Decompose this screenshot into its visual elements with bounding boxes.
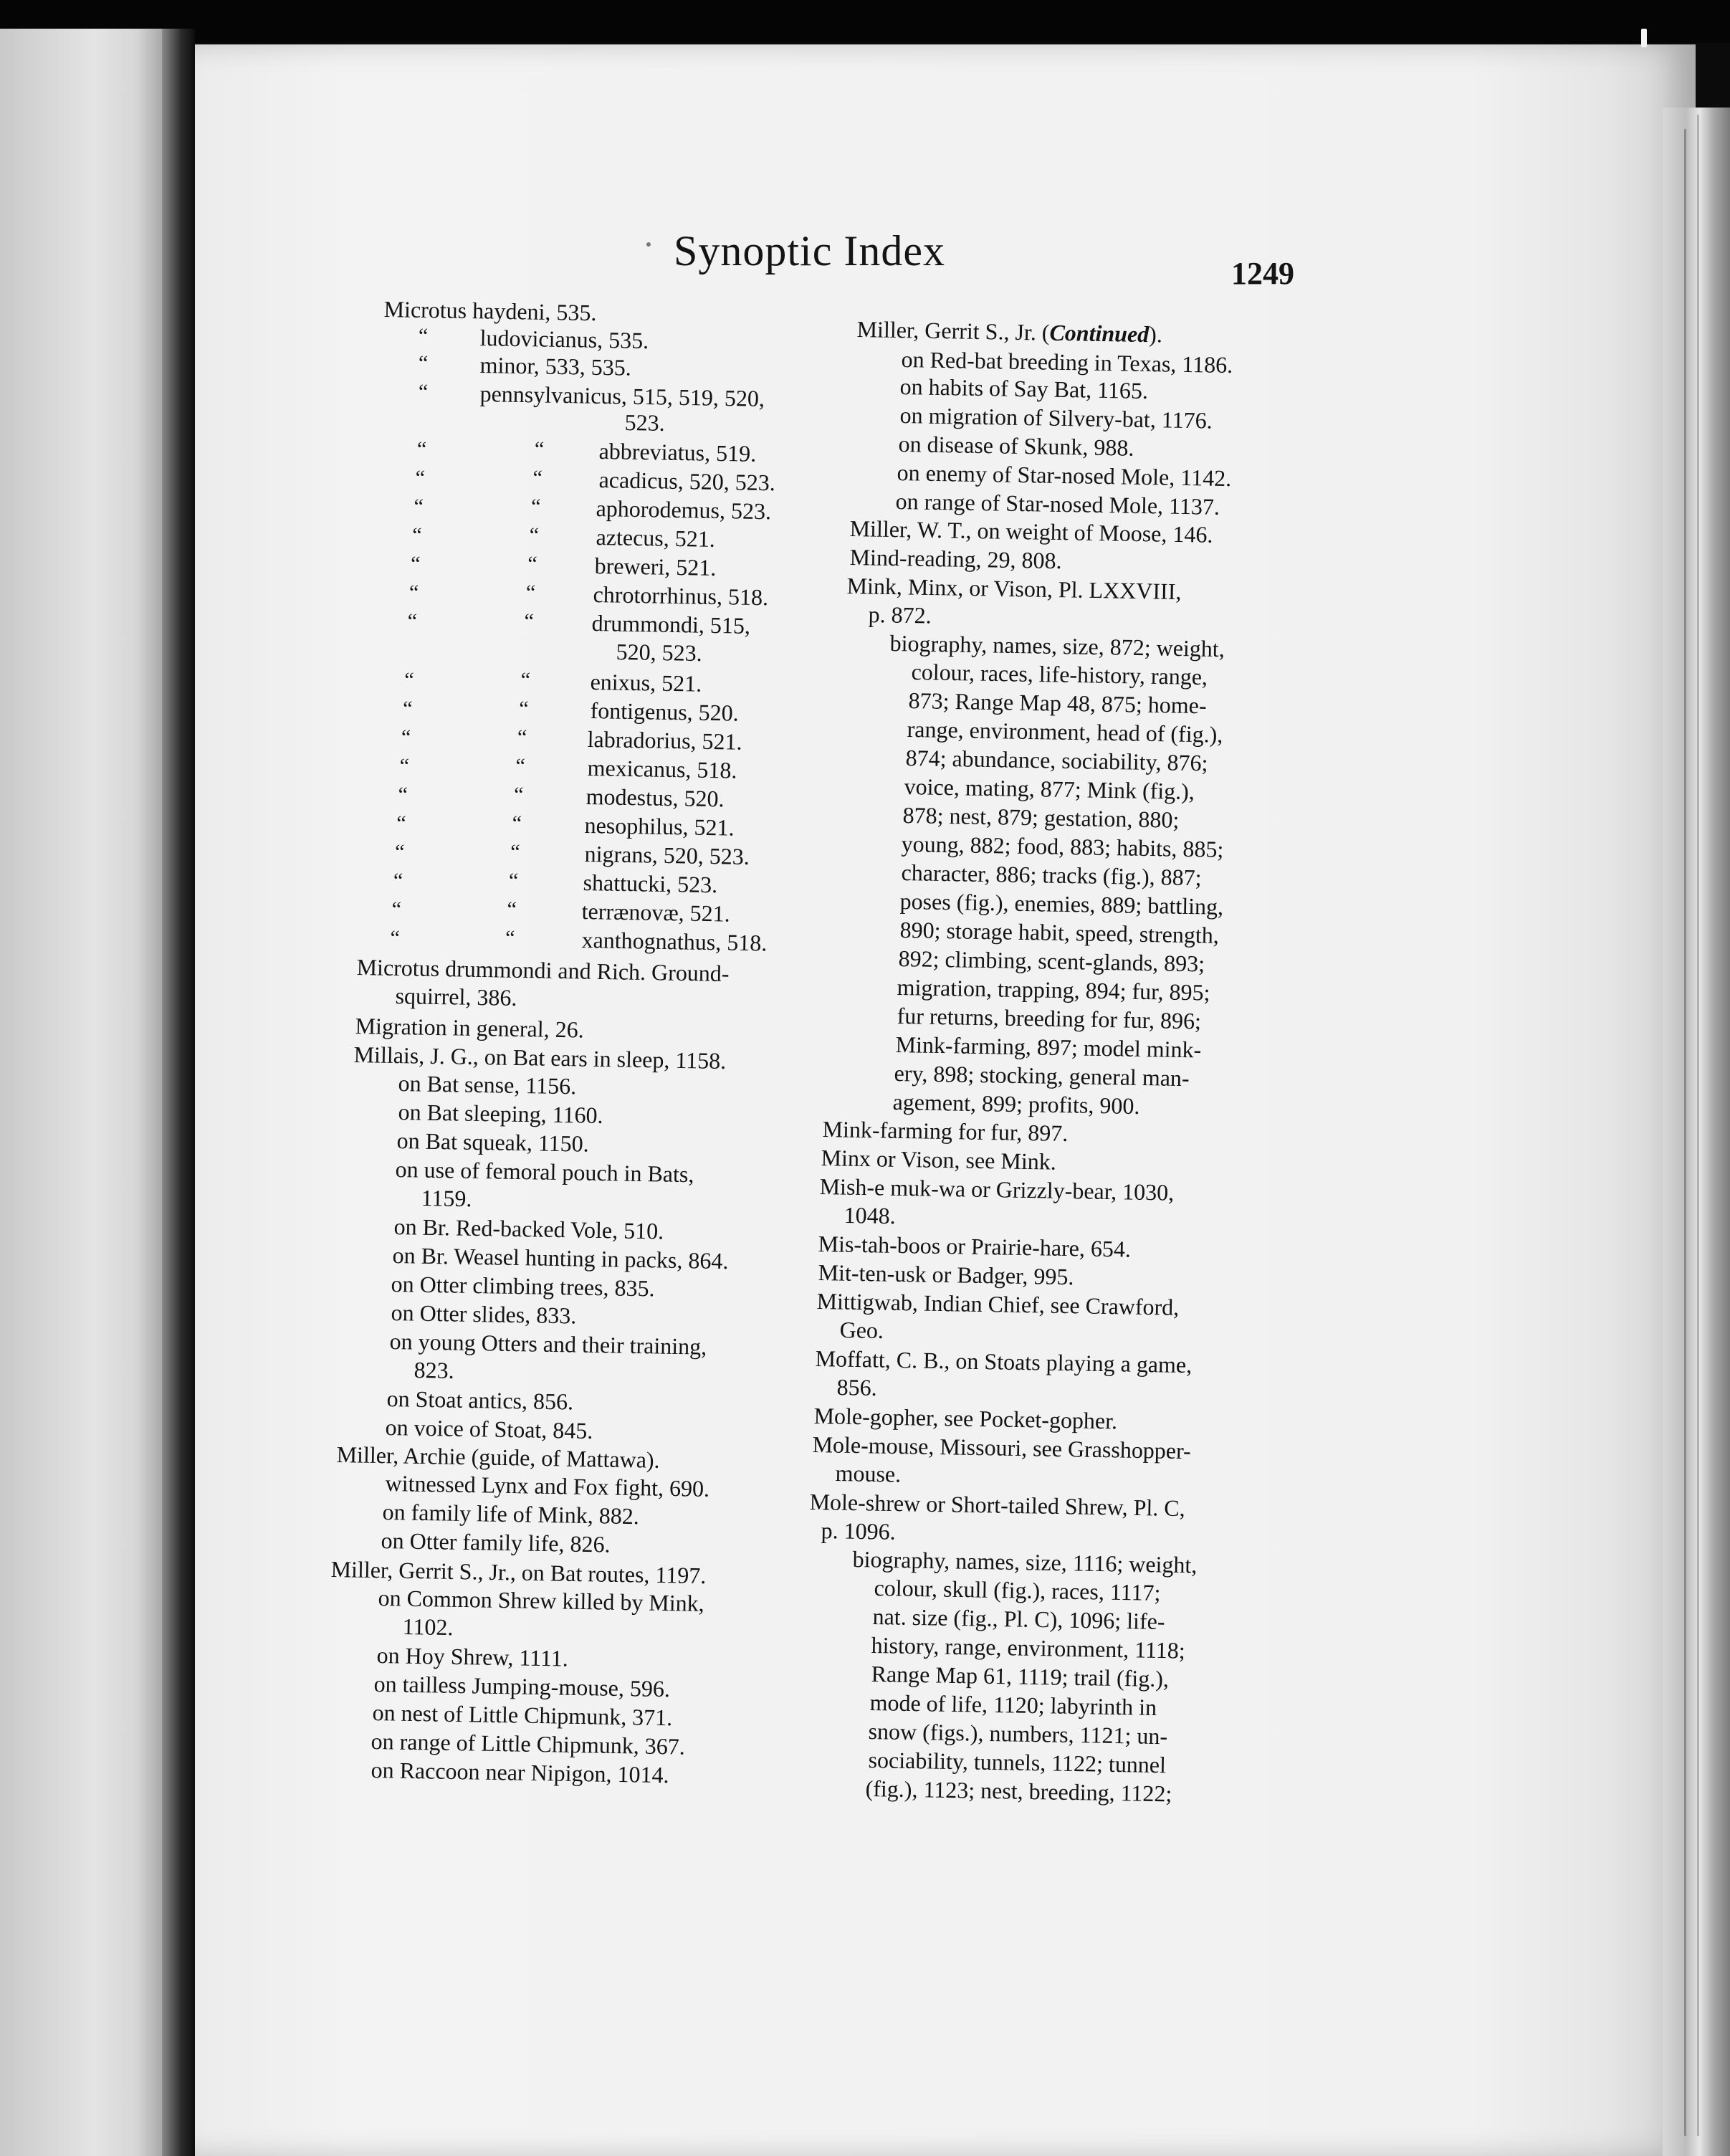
- ditto-mark: “: [505, 926, 515, 950]
- index-entry: Mittigwab, Indian Chief, see Crawford,: [816, 1287, 1180, 1320]
- index-entry: (fig.), 1123; nest, breeding, 1122;: [865, 1775, 1172, 1807]
- index-entry-text: Miller, Gerrit S., Jr. (: [856, 315, 1050, 345]
- index-entry: on migration of Silvery-bat, 1176.: [899, 401, 1213, 434]
- index-entry: mouse.: [835, 1459, 902, 1487]
- index-entry: 890; storage habit, speed, strength,: [899, 916, 1220, 948]
- ditto-mark: “: [412, 523, 422, 547]
- index-entry: biography, names, size, 872; weight,: [889, 629, 1225, 662]
- index-entry: 1102.: [402, 1613, 454, 1641]
- index-entry: colour, skull (fig.), races, 1117;: [874, 1574, 1161, 1606]
- index-entry: migration, trapping, 894; fur, 895;: [897, 973, 1210, 1006]
- index-entry: range, environment, head of (fig.),: [907, 715, 1223, 748]
- index-entry: on Stoat antics, 856.: [386, 1385, 574, 1415]
- index-entry: on use of femoral pouch in Bats,: [395, 1155, 694, 1188]
- index-entry: biography, names, size, 1116; weight,: [852, 1545, 1198, 1578]
- ditto-mark: “: [391, 897, 402, 921]
- index-entry: on range of Star-nosed Mole, 1137.: [895, 487, 1220, 520]
- index-entry: snow (figs.), numbers, 1121; un-: [868, 1717, 1168, 1750]
- index-entry: xanthognathus, 518.: [581, 926, 768, 956]
- index-entry-text: ).: [1148, 321, 1163, 348]
- index-entry: on Bat squeak, 1150.: [396, 1127, 590, 1157]
- ditto-mark: “: [414, 495, 424, 518]
- index-entry: terrænovæ, 521.: [581, 897, 731, 927]
- ditto-mark: “: [409, 581, 419, 604]
- index-entry: 1048.: [844, 1201, 896, 1229]
- scan-speck: [1641, 29, 1647, 47]
- ditto-mark: “: [398, 783, 408, 806]
- index-entry: chrotorrhinus, 518.: [593, 581, 769, 611]
- ditto-mark: “: [419, 380, 429, 404]
- index-entry: Mole-mouse, Missouri, see Grasshopper-: [812, 1431, 1192, 1464]
- ditto-mark: “: [404, 668, 414, 692]
- index-entry: p. 872.: [868, 601, 932, 629]
- ditto-mark: “: [531, 495, 541, 518]
- index-entry: Mink-farming, 897; model mink-: [895, 1031, 1202, 1063]
- ditto-mark: “: [524, 609, 534, 633]
- index-entry: 856.: [836, 1373, 877, 1401]
- continued-label: Continued: [1049, 319, 1150, 348]
- index-entry: Microtus drummondi and Rich. Ground-: [356, 953, 730, 987]
- index-entry: on Bat sleeping, 1160.: [398, 1098, 603, 1128]
- index-entry: on Red-bat breeding in Texas, 1186.: [901, 345, 1233, 378]
- ditto-mark: “: [415, 466, 426, 490]
- index-entry: modestus, 520.: [586, 783, 725, 812]
- index-entry: aztecus, 521.: [596, 523, 716, 552]
- index-entry: Mink, Minx, or Vison, Pl. LXXVIII,: [846, 572, 1182, 605]
- ditto-mark: “: [527, 552, 537, 576]
- index-entry: Migration in general, 26.: [355, 1012, 584, 1043]
- index-entry: on Common Shrew killed by Mink,: [378, 1584, 705, 1616]
- page-number: 1249: [1231, 256, 1294, 291]
- ditto-mark: “: [535, 437, 545, 461]
- index-entry: Miller, Gerrit S., Jr., on Bat routes, 1197.: [330, 1555, 707, 1589]
- index-entry: acadicus, 520, 523.: [598, 466, 776, 496]
- ditto-mark: “: [395, 840, 405, 864]
- index-entry: Mish-e muk-wa or Grizzly-bear, 1030,: [819, 1173, 1175, 1206]
- index-entry: mexicanus, 518.: [587, 754, 737, 783]
- index-entry: Millais, J. G., on Bat ears in sleep, 1158.: [353, 1041, 727, 1074]
- index-entry: aphorodemus, 523.: [596, 495, 772, 525]
- facing-page-margin: [0, 29, 171, 2156]
- index-entry: on Otter slides, 833.: [391, 1299, 577, 1329]
- index-entry: Miller, W. T., on weight of Moose, 146.: [849, 515, 1213, 548]
- index-entry: on Hoy Shrew, 1111.: [376, 1641, 569, 1671]
- index-entry: minor, 533, 535.: [479, 351, 632, 381]
- index-entry: on Bat sense, 1156.: [398, 1069, 577, 1100]
- index-entry: Mink-farming for fur, 897.: [822, 1115, 1069, 1146]
- index-entry: 873; Range Map 48, 875; home-: [908, 687, 1207, 719]
- ditto-mark: “: [390, 926, 400, 950]
- index-entry: history, range, environment, 1118;: [871, 1631, 1186, 1664]
- index-entry: fur returns, breeding for fur, 896;: [897, 1002, 1202, 1034]
- index-entry: pennsylvanicus, 515, 519, 520,: [479, 380, 765, 411]
- ditto-mark: “: [407, 609, 418, 633]
- ditto-mark: “: [411, 552, 421, 576]
- ditto-mark: “: [515, 754, 525, 778]
- index-entry: nat. size (fig., Pl. C), 1096; life-: [872, 1603, 1165, 1635]
- index-entry: ludovicianus, 535.: [479, 324, 649, 354]
- ditto-mark: “: [512, 811, 522, 835]
- index-entry: on voice of Stoat, 845.: [385, 1413, 593, 1444]
- ditto-mark: “: [507, 897, 517, 921]
- index-entry: colour, races, life-history, range,: [911, 658, 1208, 690]
- ditto-mark: “: [396, 811, 406, 835]
- ditto-mark: “: [393, 869, 403, 892]
- page-fore-edge: [1663, 108, 1730, 2156]
- index-entry: 1159.: [421, 1184, 472, 1212]
- index-entry: on disease of Skunk, 988.: [898, 430, 1134, 461]
- index-entry: breweri, 521.: [594, 552, 717, 581]
- book-gutter-shadow: [162, 29, 195, 2156]
- index-entry: on nest of Little Chipmunk, 371.: [372, 1699, 673, 1731]
- index-entry: Miller, Archie (guide, of Mattawa).: [336, 1441, 660, 1473]
- index-entry: Microtus haydeni, 535.: [383, 295, 597, 326]
- index-entry: on Br. Red-backed Vole, 510.: [393, 1213, 664, 1244]
- index-entry: nigrans, 520, 523.: [584, 840, 750, 870]
- index-entry: enixus, 521.: [590, 668, 702, 697]
- ditto-mark: “: [403, 697, 413, 720]
- index-entry: fontigenus, 520.: [590, 697, 740, 726]
- index-entry: Mind-reading, 29, 808.: [849, 543, 1062, 574]
- index-entry: drummondi, 515,: [591, 609, 751, 639]
- index-entry: shattucki, 523.: [583, 869, 718, 898]
- index-entry: Mole-gopher, see Pocket-gopher.: [813, 1402, 1118, 1434]
- index-entry: poses (fig.), enemies, 889; battling,: [899, 887, 1224, 920]
- index-entry: on family life of Mink, 882.: [382, 1498, 640, 1530]
- index-entry: Mole-shrew or Short-tailed Shrew, Pl. C,: [809, 1488, 1185, 1522]
- index-entry: Mit-ten-usk or Badger, 995.: [818, 1259, 1074, 1290]
- index-entry: voice, mating, 877; Mink (fig.),: [904, 773, 1195, 805]
- index-entry: on habits of Say Bat, 1165.: [899, 373, 1149, 404]
- index-entry: on young Otters and their training,: [389, 1327, 707, 1360]
- index-entry: Range Map 61, 1119; trail (fig.),: [871, 1660, 1170, 1692]
- ditto-mark: “: [401, 725, 411, 749]
- index-entry: witnessed Lynx and Fox fight, 690.: [385, 1469, 710, 1502]
- index-entry: on Br. Weasel hunting in packs, 864.: [392, 1241, 729, 1274]
- ditto-mark: “: [417, 437, 427, 461]
- ditto-mark: “: [399, 754, 410, 778]
- index-entry: 520, 523.: [616, 638, 702, 667]
- index-entry: squirrel, 386.: [395, 982, 517, 1011]
- index-entry: p. 1096.: [821, 1517, 896, 1545]
- index-entry: Geo.: [839, 1316, 884, 1344]
- ditto-mark: “: [419, 351, 429, 375]
- index-entry: on enemy of Star-nosed Mole, 1142.: [897, 459, 1232, 492]
- index-entry: on range of Little Chipmunk, 367.: [371, 1727, 686, 1760]
- ditto-mark: “: [532, 466, 543, 490]
- ditto-mark: “: [509, 869, 519, 892]
- print-speck: [646, 242, 651, 247]
- page-edge-line: [1697, 115, 1699, 2136]
- index-entry: mode of life, 1120; labyrinth in: [869, 1689, 1157, 1720]
- page-title: Synoptic Index: [674, 227, 945, 275]
- index-entry: 878; nest, 879; gestation, 880;: [902, 801, 1180, 833]
- ditto-mark: “: [519, 697, 529, 720]
- ditto-mark: “: [526, 581, 536, 604]
- index-entry: agement, 899; profits, 900.: [892, 1088, 1140, 1120]
- index-entry: character, 886; tracks (fig.), 887;: [901, 859, 1202, 891]
- index-entry: young, 882; food, 883; habits, 885;: [901, 830, 1224, 862]
- index-entry: on tailless Jumping-mouse, 596.: [373, 1670, 671, 1702]
- ditto-mark: “: [520, 668, 531, 692]
- index-entry: 892; climbing, scent-glands, 893;: [898, 945, 1205, 977]
- index-entry: abbreviatus, 519.: [598, 437, 757, 467]
- index-entry: on Otter climbing trees, 835.: [391, 1270, 655, 1302]
- index-entry: Moffatt, C. B., on Stoats playing a game,: [815, 1345, 1193, 1378]
- page-edge-line: [1684, 129, 1686, 2136]
- index-entry: 874; abundance, sociability, 876;: [905, 744, 1208, 776]
- ditto-mark: “: [517, 725, 527, 749]
- index-entry: ery, 898; stocking, general man-: [894, 1059, 1190, 1092]
- index-entry: sociability, tunnels, 1122; tunnel: [868, 1746, 1167, 1778]
- scan-border-top: [0, 0, 1730, 43]
- ditto-mark: “: [514, 783, 524, 806]
- index-entry: on Raccoon near Nipigon, 1014.: [371, 1756, 669, 1788]
- index-entry: 523.: [624, 409, 665, 436]
- ditto-mark: “: [510, 840, 520, 864]
- index-entry: on Otter family life, 826.: [381, 1527, 611, 1558]
- index-entry: labradorius, 521.: [587, 725, 742, 755]
- index-entry: Minx or Vison, see Mink.: [821, 1144, 1057, 1175]
- index-entry: [856, 315, 1162, 348]
- index-entry: nesophilus, 521.: [584, 811, 735, 841]
- index-entry: Mis-tah-boos or Prairie-hare, 654.: [818, 1230, 1132, 1262]
- ditto-mark: “: [419, 324, 429, 348]
- index-entry: 823.: [414, 1356, 454, 1383]
- ditto-mark: “: [529, 523, 540, 547]
